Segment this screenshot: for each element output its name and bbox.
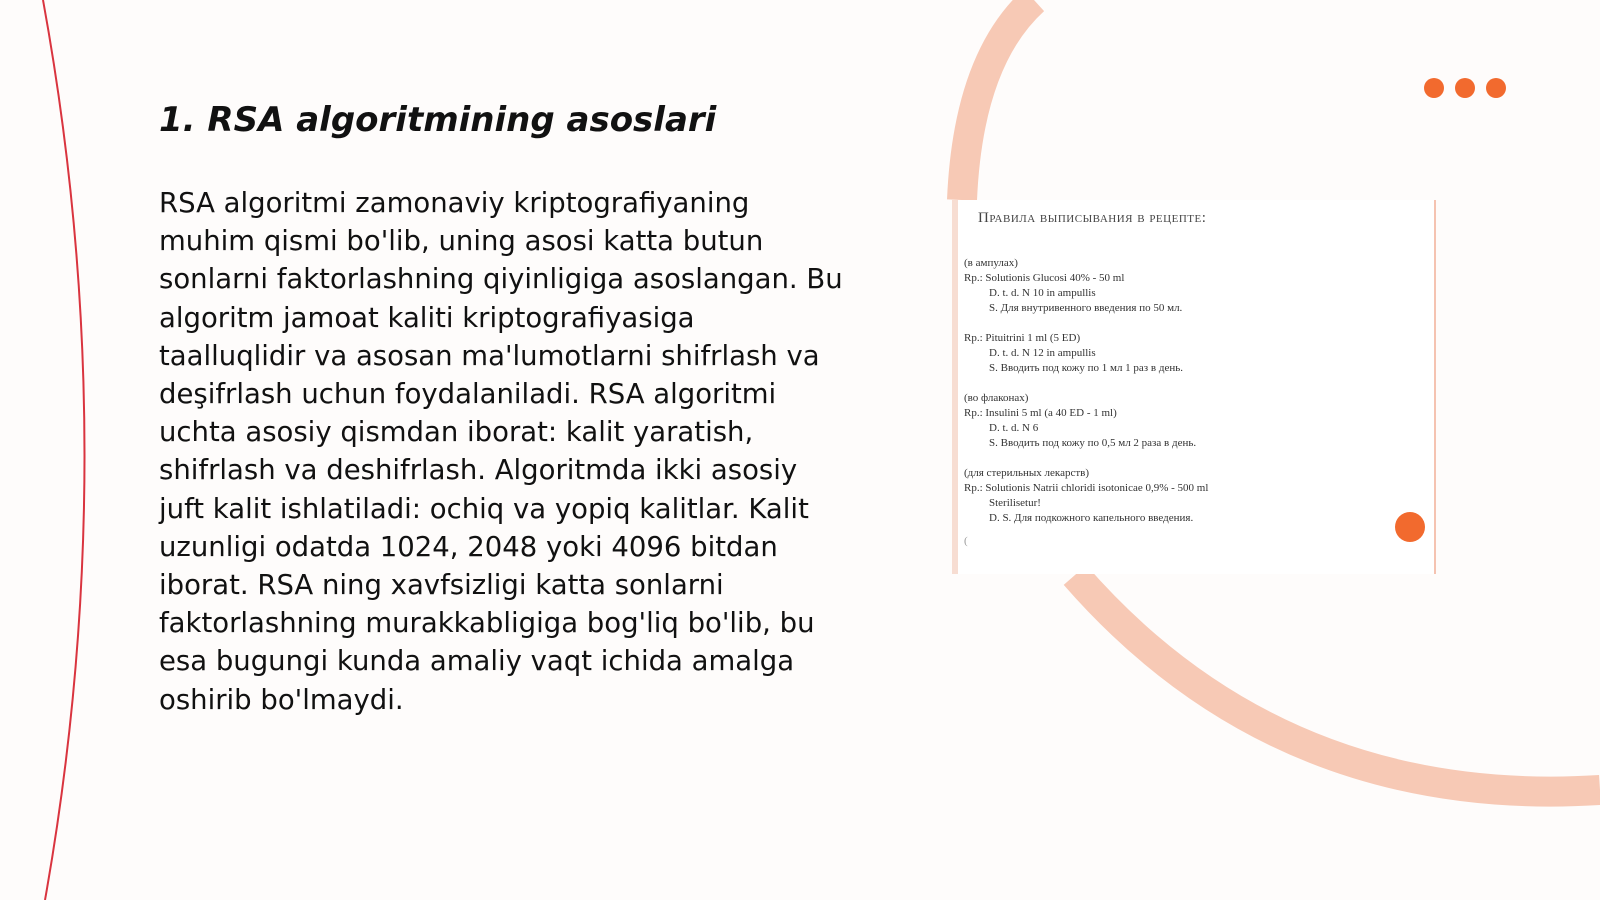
accent-dot (1395, 512, 1425, 542)
more-dots-icon (1424, 78, 1506, 98)
bottom-arc-segment (1075, 575, 1600, 792)
document-heading: Правила выписывания в рецепте: (978, 210, 1207, 226)
document-line: Rp.: Insulini 5 ml (а 40 ED - 1 ml) (964, 407, 1117, 419)
document-line: Rp.: Pituitrini 1 ml (5 ED) (964, 332, 1081, 344)
document-line: D. t. d. N 10 in ampullis (989, 287, 1096, 299)
document-line: D. t. d. N 12 in ampullis (989, 347, 1096, 359)
slide-body-text: RSA algoritmi zamonaviy kriptografiyaning muhim qismi bo'lib, uning asosi katta butun sonlarni faktorlashning qiyinligiga asoslangan. Bu algoritm jamoat kaliti kriptografiyasiga taalluqlidir va asosan ma'lumotlarni shifrlash va deşifrlash uchun foydalaniladi. RSA algoritmi uchta asosiy qismdan iborat: kalit yaratish, shifrlash va deshifrlash. Algoritmda ikki asosiy juft kalit ishlatiladi: ochiq va yopiq kalitlar. Kalit uzunligi odatda 1024, 2048 yoki 4096 bitdan iborat. RSA ning xavfsizligi katta sonlarni faktorlashning murakkabligiga bog'liq bo'lib, bu esa bugungi kunda amaliy vaqt ichida amalga oshirib bo'lmaydi. (159, 187, 843, 716)
document-line: Sterilisetur! (989, 497, 1041, 509)
document-stray-mark: ( (964, 535, 968, 547)
document-line: S. Для внутривенного введения по 50 мл. (989, 302, 1183, 314)
document-right-edge (1434, 200, 1436, 574)
slide-title: 1. RSA algoritmining asoslari (159, 100, 717, 140)
dot-icon (1486, 78, 1506, 98)
top-arc-segment (962, 0, 1034, 200)
document-line: S. Вводить под кожу по 0,5 мл 2 раза в день. (989, 437, 1197, 449)
document-line: (во флаконах) (964, 392, 1029, 404)
dot-icon (1455, 78, 1475, 98)
document-line: D. S. Для подкожного капельного введения. (989, 512, 1194, 524)
document-line: Rp.: Solutionis Glucosi 40% - 50 ml (964, 272, 1125, 284)
dot-icon (1424, 78, 1444, 98)
document-line: S. Вводить под кожу по 1 мл 1 раз в день. (989, 362, 1183, 374)
document-line: Rp.: Solutionis Natrii chloridi isotonicae 0,9% - 500 ml (964, 482, 1209, 494)
left-red-curve (43, 0, 85, 900)
document-line: D. t. d. N 6 (989, 422, 1039, 434)
document-line: (в ампулах) (964, 257, 1018, 269)
document-line: (для стерильных лекарств) (964, 467, 1090, 479)
document-left-edge (952, 200, 958, 574)
document-lines (964, 256, 1424, 526)
prescription-document-image (952, 200, 1436, 574)
